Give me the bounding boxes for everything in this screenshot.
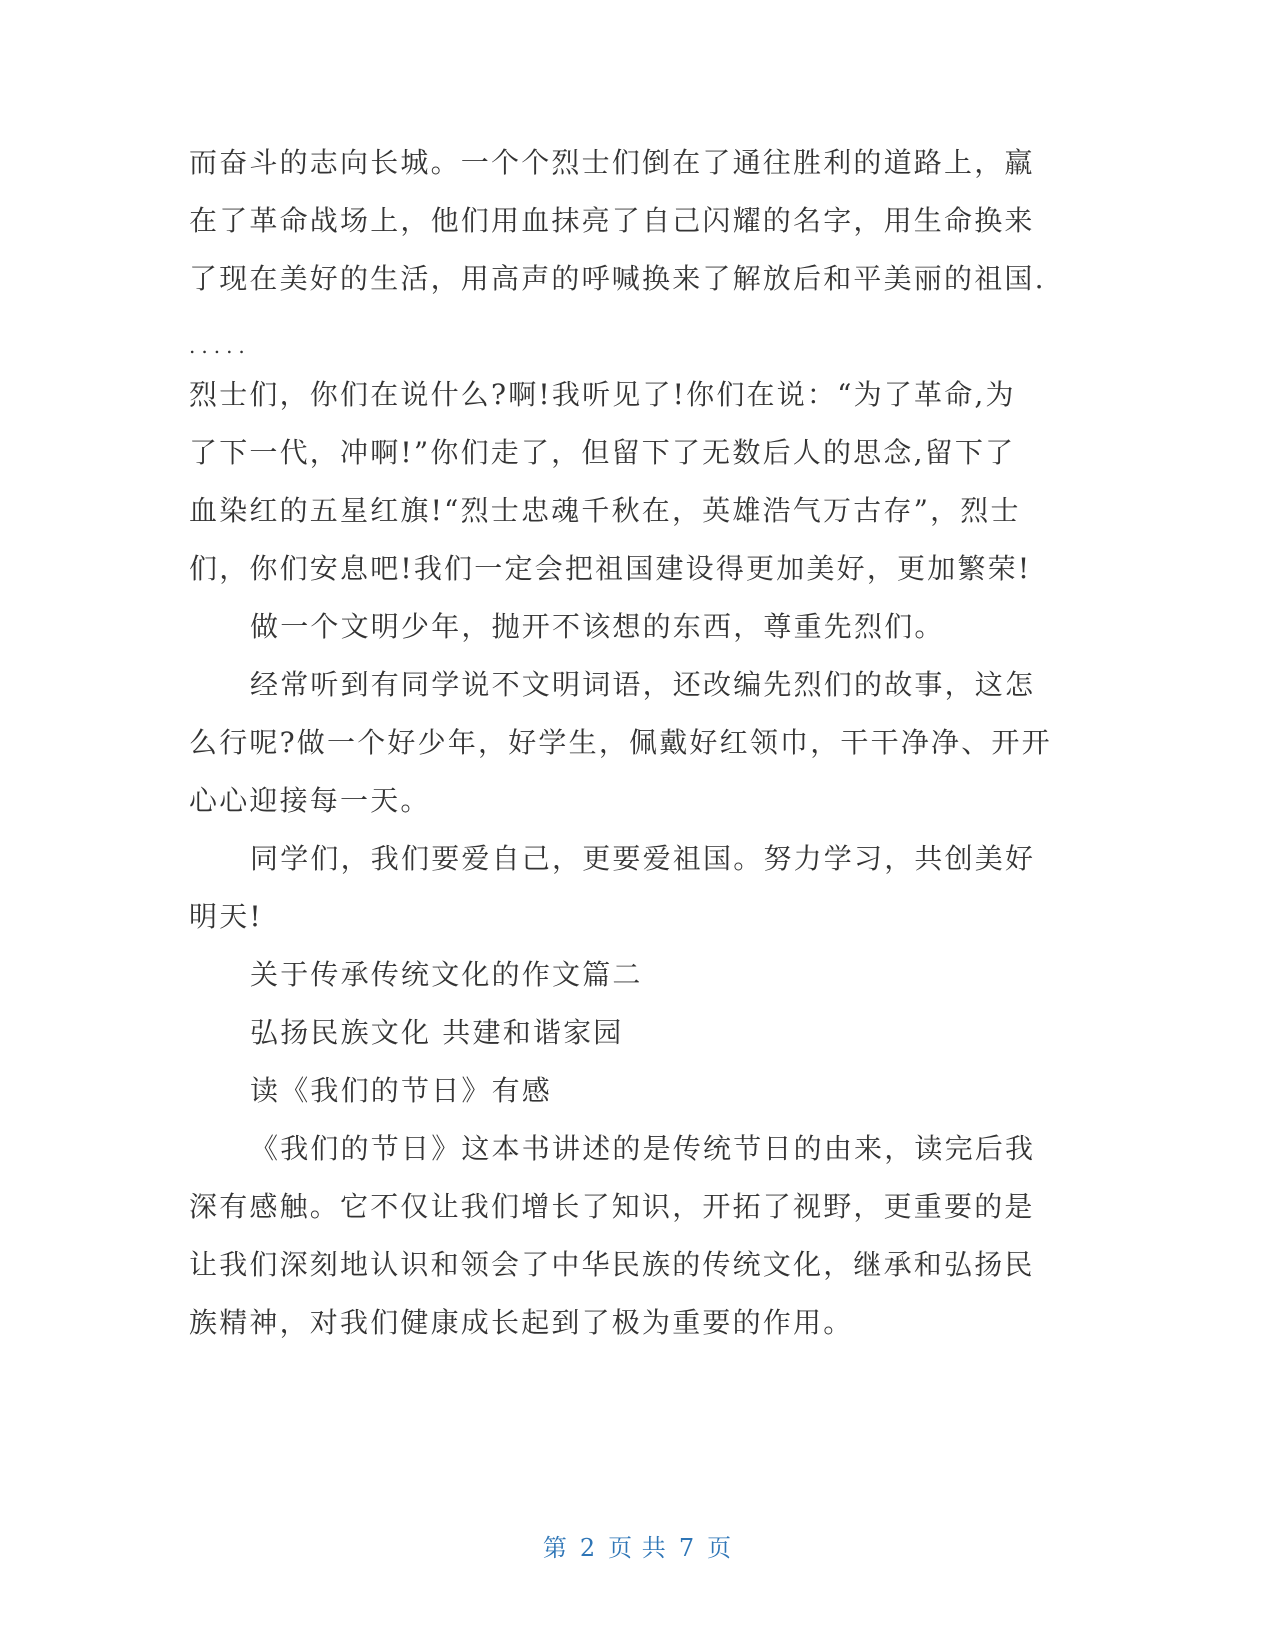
text-line-10: 经常听到有同学说不文明词语，还改编先烈们的故事，这怎 [250,668,1036,701]
text-line-9: 做一个文明少年，抛开不该想的东西，尊重先烈们。 [250,610,945,643]
text-line-5: 烈士们，你们在说什么?啊!我听见了!你们在说：“为了革命,为 [189,378,1016,411]
footer-total-pages: 7 [678,1534,696,1562]
text-line-19: 深有感触。它不仅让我们增长了知识，开拓了视野，更重要的是 [189,1190,1035,1223]
footer-suffix: 页 [707,1534,733,1562]
footer-prefix: 第 [542,1534,568,1562]
text-line-4: ..... [189,334,251,358]
text-line-2: 在了革命战场上，他们用血抹亮了自己闪耀的名字，用生命换来 [189,204,1035,237]
text-line-14: 明天! [189,900,263,933]
text-line-20: 让我们深刻地认识和领会了中华民族的传统文化，继承和弘扬民 [189,1248,1035,1281]
text-line-12: 心心迎接每一天。 [189,784,431,817]
footer-current-page: 2 [579,1534,597,1562]
text-line-18: 《我们的节日》这本书讲述的是传统节日的由来，读完后我 [250,1132,1036,1165]
page-footer [0,1530,1275,1566]
text-line-11: 么行呢?做一个好少年，好学生，佩戴好红领巾，干干净净、开开 [189,726,1052,759]
text-line-8: 们，你们安息吧!我们一定会把祖国建设得更加美好，更加繁荣! [189,552,1032,585]
text-line-15: 关于传承传统文化的作文篇二 [250,958,643,991]
text-line-6: 了下一代，冲啊!”你们走了，但留下了无数后人的思念,留下了 [189,436,1016,469]
text-line-13: 同学们，我们要爱自己，更要爱祖国。努力学习，共创美好 [250,842,1036,875]
text-line-21: 族精神，对我们健康成长起到了极为重要的作用。 [189,1306,854,1339]
text-line-1: 而奋斗的志向长城。一个个烈士们倒在了通往胜利的道路上，羸 [189,146,1035,179]
footer-middle: 页 共 [608,1534,667,1562]
text-line-7: 血染红的五星红旗!“烈士忠魂千秋在，英雄浩气万古存”，烈士 [189,494,1021,527]
text-line-16: 弘扬民族文化 共建和谐家园 [250,1016,624,1049]
text-line-17: 读《我们的节日》有感 [250,1074,553,1107]
text-line-3: 了现在美好的生活，用高声的呼喊换来了解放后和平美丽的祖国. [189,262,1046,295]
